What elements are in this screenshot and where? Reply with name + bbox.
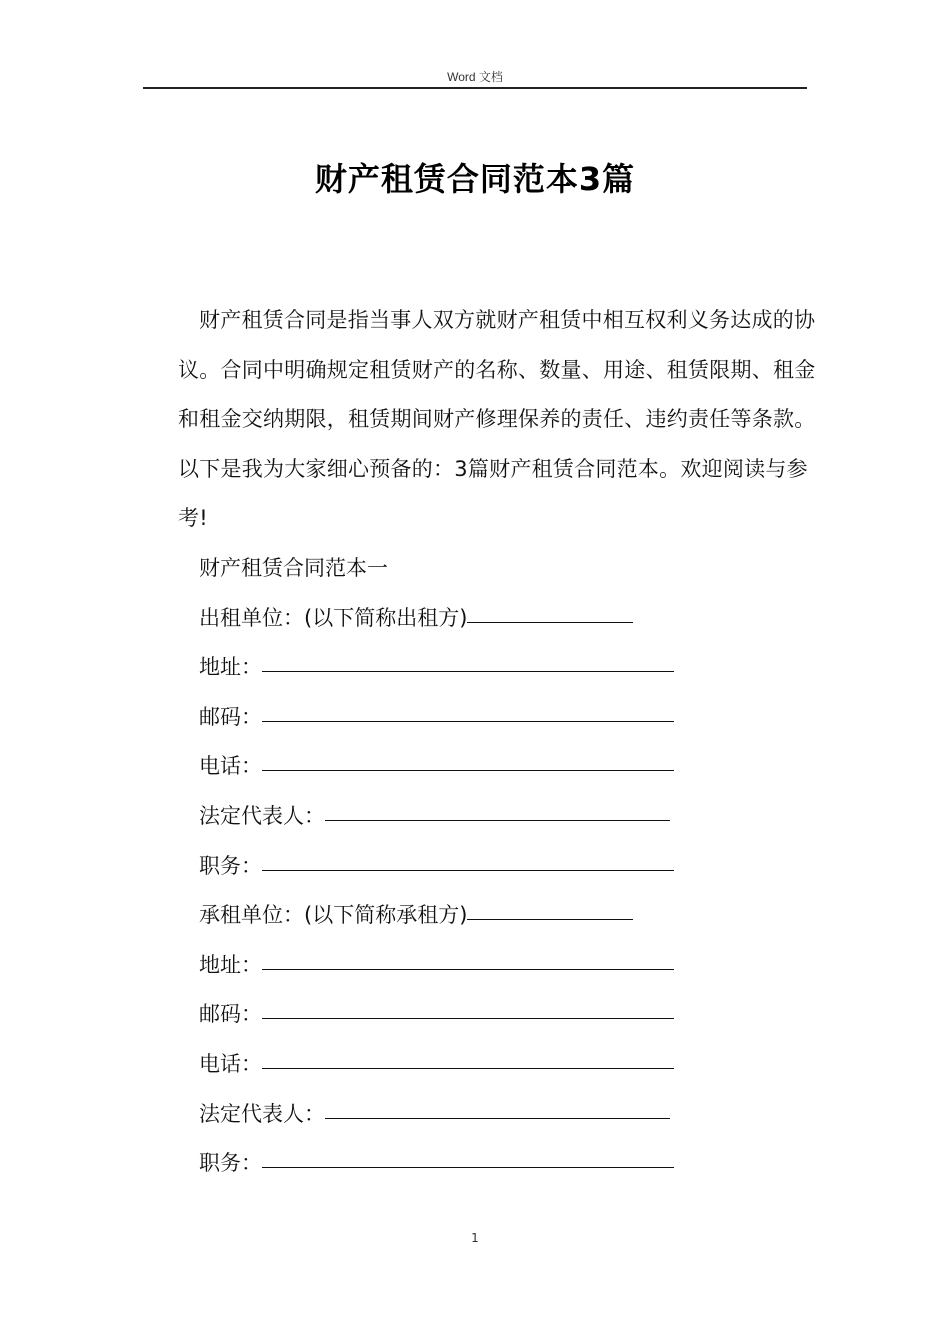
lessee-phone-blank[interactable] xyxy=(262,1067,674,1069)
lessor-legal-rep-blank[interactable] xyxy=(325,819,670,821)
lessor-address-label: 地址： xyxy=(199,655,262,680)
lessor-position-line xyxy=(178,842,818,892)
lessor-unit-blank[interactable] xyxy=(467,621,633,623)
lessor-phone-line xyxy=(178,742,818,792)
lessee-postcode-label: 邮码： xyxy=(199,1002,262,1027)
lessor-phone-blank[interactable] xyxy=(262,769,674,771)
lessee-legal-rep-blank[interactable] xyxy=(325,1117,670,1119)
page-header: Word 文档 xyxy=(447,70,503,84)
lessor-position-label: 职务： xyxy=(199,853,262,878)
section-heading: 财产租赁合同范本一 xyxy=(199,555,388,580)
lessee-phone-line xyxy=(178,1040,818,1090)
lessor-postcode-label: 邮码： xyxy=(199,704,262,729)
lessee-unit-label: 承租单位：(以下简称承租方) xyxy=(199,903,468,928)
lessor-postcode-blank[interactable] xyxy=(262,720,674,722)
lessee-phone-label: 电话： xyxy=(199,1051,262,1076)
lessee-legal-rep-line xyxy=(178,1090,818,1140)
lessor-unit-label: 出租单位：(以下简称出租方) xyxy=(199,605,468,630)
lessee-postcode-line xyxy=(178,990,818,1040)
page-number: 1 xyxy=(471,1231,479,1245)
lessee-address-label: 地址： xyxy=(199,952,262,977)
document-title: 财产租赁合同范本3篇 xyxy=(314,160,636,198)
header-divider xyxy=(143,87,807,89)
lessee-unit-blank[interactable] xyxy=(467,918,633,920)
lessor-position-blank[interactable] xyxy=(262,869,674,871)
lessee-postcode-blank[interactable] xyxy=(262,1017,674,1019)
lessor-legal-rep-label: 法定代表人： xyxy=(199,803,325,828)
lessor-phone-label: 电话： xyxy=(199,754,262,779)
lessee-position-label: 职务： xyxy=(199,1151,262,1176)
lessee-position-blank[interactable] xyxy=(262,1166,674,1168)
lessor-address-line xyxy=(178,643,818,693)
lessee-position-line xyxy=(178,1139,818,1189)
lessor-unit-line xyxy=(178,594,818,644)
document-body xyxy=(178,296,818,1189)
lessee-unit-line xyxy=(178,891,818,941)
lessee-address-line xyxy=(178,941,818,991)
lessor-address-blank[interactable] xyxy=(262,670,674,672)
intro-paragraph: 财产租赁合同是指当事人双方就财产租赁中相互权利义务达成的协议。合同中明确规定租赁财产的名称、数量、用途、租赁限期、租金和租金交纳期限，租赁期间财产修理保养的责任、违约责任等条款。以下是我为大家细心预备的：3篇财产租赁合同范本。欢迎阅读与参考! xyxy=(178,308,816,531)
lessee-address-blank[interactable] xyxy=(262,968,674,970)
lessor-legal-rep-line xyxy=(178,792,818,842)
lessor-postcode-line xyxy=(178,693,818,743)
lessee-legal-rep-label: 法定代表人： xyxy=(199,1101,325,1126)
